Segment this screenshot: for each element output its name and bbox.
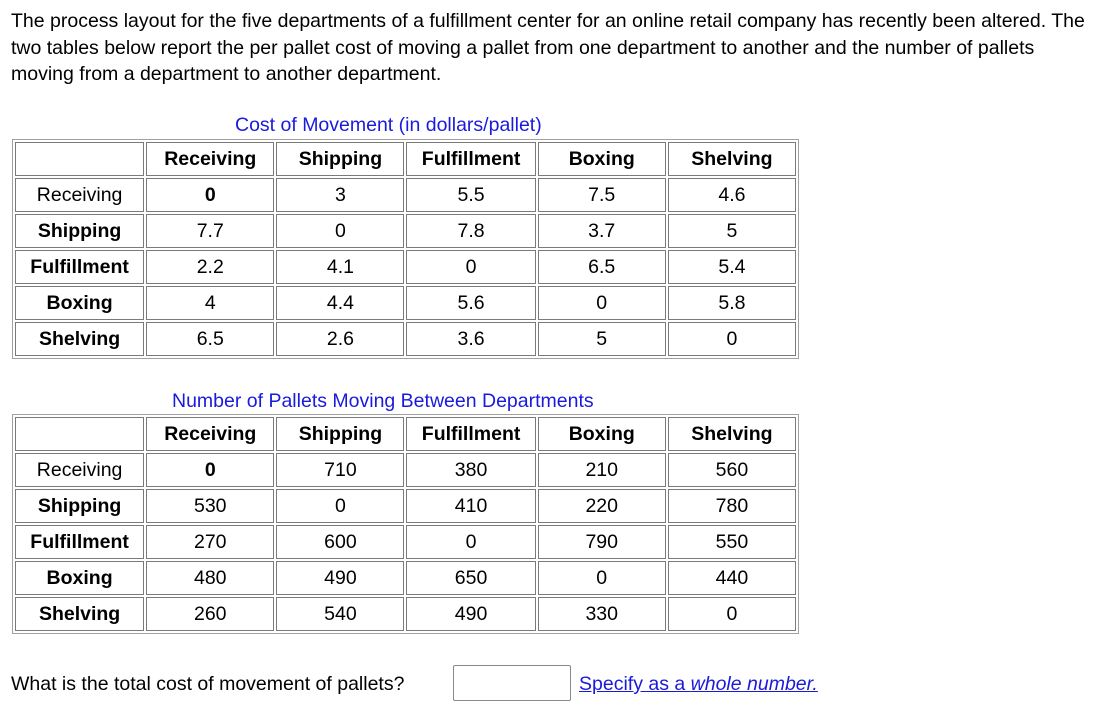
table-cell: 410 bbox=[406, 489, 535, 523]
table-cell: 7.5 bbox=[538, 178, 666, 212]
corner-cell bbox=[15, 142, 144, 176]
column-header: Boxing bbox=[538, 417, 666, 451]
table-row bbox=[15, 525, 796, 559]
pallet-count-table bbox=[12, 414, 799, 634]
hint-prefix: Specify as a bbox=[579, 673, 691, 695]
table-cell: 490 bbox=[276, 561, 404, 595]
table-cell: 0 bbox=[406, 525, 535, 559]
table-cell: 0 bbox=[538, 561, 666, 595]
answer-input[interactable] bbox=[453, 665, 571, 701]
table-cell: 5 bbox=[538, 322, 666, 356]
column-header: Boxing bbox=[538, 142, 666, 176]
table-row bbox=[15, 597, 796, 631]
table-cell: 2.6 bbox=[276, 322, 404, 356]
column-header: Receiving bbox=[146, 417, 274, 451]
table-cell: 530 bbox=[146, 489, 274, 523]
row-header: Shelving bbox=[15, 597, 144, 631]
table-cell: 220 bbox=[538, 489, 666, 523]
column-header: Fulfillment bbox=[406, 417, 535, 451]
corner-cell bbox=[15, 417, 144, 451]
table-cell: 0 bbox=[276, 214, 404, 248]
table-cell: 4.6 bbox=[668, 178, 796, 212]
row-header: Receiving bbox=[15, 178, 144, 212]
table-cell: 7.7 bbox=[146, 214, 274, 248]
table-cell: 6.5 bbox=[538, 250, 666, 284]
table-row bbox=[15, 453, 796, 487]
table-cell: 5.6 bbox=[406, 286, 535, 320]
row-header: Fulfillment bbox=[15, 525, 144, 559]
row-header: Shelving bbox=[15, 322, 144, 356]
table-cell: 780 bbox=[668, 489, 796, 523]
table-cell: 330 bbox=[538, 597, 666, 631]
column-header: Shipping bbox=[276, 417, 404, 451]
table-cell: 650 bbox=[406, 561, 535, 595]
table-cell: 0 bbox=[538, 286, 666, 320]
table-row bbox=[15, 489, 796, 523]
table-cell: 3 bbox=[276, 178, 404, 212]
table-cell: 0 bbox=[668, 322, 796, 356]
table-cell: 440 bbox=[668, 561, 796, 595]
answer-format-hint-link[interactable] bbox=[579, 673, 818, 696]
row-header: Boxing bbox=[15, 286, 144, 320]
column-header: Receiving bbox=[146, 142, 274, 176]
table-cell: 0 bbox=[406, 250, 535, 284]
row-header: Shipping bbox=[15, 489, 144, 523]
table-cell: 0 bbox=[146, 453, 274, 487]
table-cell: 6.5 bbox=[146, 322, 274, 356]
table-cell: 490 bbox=[406, 597, 535, 631]
row-header: Fulfillment bbox=[15, 250, 144, 284]
table-cell: 4 bbox=[146, 286, 274, 320]
table-cell: 7.8 bbox=[406, 214, 535, 248]
cost-table-caption: Cost of Movement (in dollars/pallet) bbox=[235, 114, 542, 136]
column-header: Shipping bbox=[276, 142, 404, 176]
table-row bbox=[15, 561, 796, 595]
cost-of-movement-table bbox=[12, 139, 799, 359]
table-cell: 550 bbox=[668, 525, 796, 559]
pallet-header-row bbox=[15, 417, 796, 451]
table-cell: 4.1 bbox=[276, 250, 404, 284]
table-cell: 270 bbox=[146, 525, 274, 559]
table-row bbox=[15, 214, 796, 248]
table-cell: 2.2 bbox=[146, 250, 274, 284]
column-header: Fulfillment bbox=[406, 142, 535, 176]
table-cell: 5.8 bbox=[668, 286, 796, 320]
table-row bbox=[15, 178, 796, 212]
table-row bbox=[15, 250, 796, 284]
column-header: Shelving bbox=[668, 142, 796, 176]
table-cell: 5.4 bbox=[668, 250, 796, 284]
table-cell: 790 bbox=[538, 525, 666, 559]
table-cell: 210 bbox=[538, 453, 666, 487]
pallet-table-caption: Number of Pallets Moving Between Departments bbox=[172, 390, 594, 412]
table-cell: 5.5 bbox=[406, 178, 535, 212]
table-cell: 3.6 bbox=[406, 322, 535, 356]
table-cell: 710 bbox=[276, 453, 404, 487]
table-cell: 380 bbox=[406, 453, 535, 487]
table-cell: 5 bbox=[668, 214, 796, 248]
row-header: Shipping bbox=[15, 214, 144, 248]
table-cell: 4.4 bbox=[276, 286, 404, 320]
table-cell: 260 bbox=[146, 597, 274, 631]
row-header: Receiving bbox=[15, 453, 144, 487]
table-cell: 560 bbox=[668, 453, 796, 487]
table-cell: 480 bbox=[146, 561, 274, 595]
table-row bbox=[15, 286, 796, 320]
table-cell: 540 bbox=[276, 597, 404, 631]
table-cell: 0 bbox=[146, 178, 274, 212]
table-cell: 0 bbox=[276, 489, 404, 523]
table-row bbox=[15, 322, 796, 356]
row-header: Boxing bbox=[15, 561, 144, 595]
table-cell: 600 bbox=[276, 525, 404, 559]
hint-emphasis: whole number. bbox=[690, 673, 818, 695]
cost-header-row bbox=[15, 142, 796, 176]
table-cell: 0 bbox=[668, 597, 796, 631]
question-text: What is the total cost of movement of pallets? bbox=[11, 673, 405, 695]
column-header: Shelving bbox=[668, 417, 796, 451]
table-cell: 3.7 bbox=[538, 214, 666, 248]
problem-statement: The process layout for the five departments of a fulfillment center for an online retail company has recently been altered. The two tables below report the per pallet cost of moving a pallet from one department to another and the number of pallets moving from a department to another department. bbox=[11, 10, 1085, 85]
